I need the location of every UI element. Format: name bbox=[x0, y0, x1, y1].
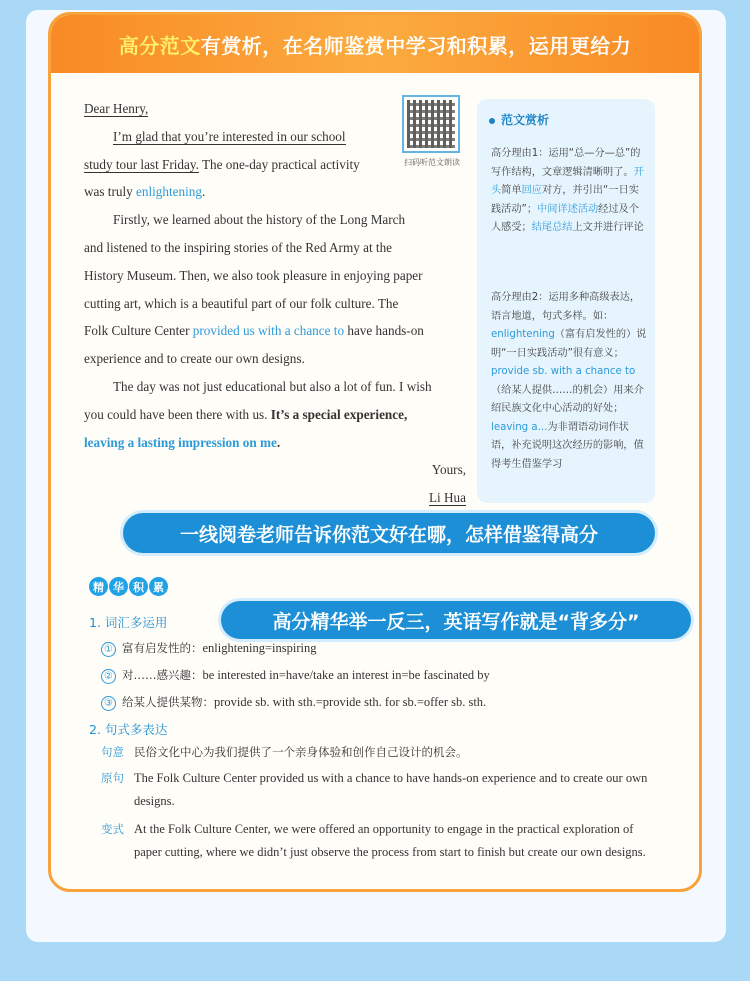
vocab-en: provide sb. with sth.=provide sth. for sb.=offer sb. sth. bbox=[214, 695, 487, 709]
sidebar-title bbox=[489, 111, 549, 128]
vocab-item bbox=[101, 694, 486, 711]
sidebar-keyword: enlightening bbox=[491, 329, 555, 340]
keyword-provide: provided us with a chance to bbox=[192, 323, 345, 339]
sidebar-text: （富有启发性的）说明“一日实践活动”很有意义； bbox=[491, 329, 647, 359]
sentence-original bbox=[101, 767, 661, 813]
letter-line: cutting art, which is a beautiful part of our folk culture. The bbox=[84, 295, 399, 311]
banner-highlight: 高分范文 bbox=[118, 33, 201, 58]
letter-line: experience and to create our own designs. bbox=[84, 351, 305, 367]
banner-text: 有赏析，在名师鉴赏中学习和积累，运用更给力 bbox=[200, 33, 632, 58]
vocab-cn: 给某人提供某物： bbox=[122, 695, 214, 709]
letter-line: study tour last Friday. bbox=[84, 156, 199, 172]
vocab-en: enlightening=inspiring bbox=[202, 641, 317, 655]
letter-line: have hands-on bbox=[344, 323, 424, 339]
number-icon: ① bbox=[101, 642, 116, 657]
section-sentence-title: 2. 句式多表达 bbox=[89, 722, 168, 737]
tag-char: 精 bbox=[89, 577, 108, 596]
vocab-item bbox=[101, 640, 316, 657]
letter-greeting: Dear Henry, bbox=[84, 101, 149, 116]
letter-line: I’m glad that you’re interested in our school bbox=[113, 128, 346, 144]
sidebar-keyword: leaving a... bbox=[491, 421, 548, 433]
letter-signature: Li Hua bbox=[429, 490, 466, 506]
sidebar-keyword: 结尾总结 bbox=[531, 222, 573, 233]
sidebar-text: 对方，并引出“一日实践活动”； bbox=[491, 185, 639, 215]
reason-2 bbox=[491, 289, 647, 474]
sentence-text: At the Folk Culture Center, we were offered an opportunity to engage in the practical exploration of paper cutting, where we didn’t just observe the process from start to finish but create our own designs. bbox=[134, 822, 646, 859]
sentence-label: 句意 bbox=[101, 745, 124, 759]
sidebar-text: 经过及个人感受； bbox=[491, 203, 639, 233]
model-letter bbox=[84, 95, 466, 512]
callout-pill-teacher: 一线阅卷老师告诉你范文好在哪，怎样借鉴得高分 bbox=[123, 513, 655, 553]
sentence-text: 民俗文化中心为我们提供了一个亲身体验和创作自己设计的机会。 bbox=[134, 745, 468, 759]
letter-line: The one-day practical activity bbox=[198, 156, 360, 172]
reason-1 bbox=[491, 145, 647, 238]
keyword-special: It’s a special experience, bbox=[270, 406, 408, 422]
number-icon: ③ bbox=[101, 696, 116, 711]
qr-label: 扫码听范文朗读 bbox=[404, 158, 460, 167]
banner bbox=[51, 15, 699, 73]
tag-char: 华 bbox=[109, 577, 128, 596]
sentence-variant bbox=[101, 818, 661, 864]
letter-line: Folk Culture Center bbox=[84, 323, 193, 339]
section-tag bbox=[89, 577, 168, 596]
bullet-icon bbox=[489, 118, 495, 124]
letter-line: was truly bbox=[84, 184, 137, 200]
vocab-item bbox=[101, 667, 490, 684]
letter-line: you could have been there with us. bbox=[84, 406, 271, 422]
vocab-cn: 对……感兴趣： bbox=[122, 668, 203, 682]
tag-char: 积 bbox=[129, 577, 148, 596]
sidebar-text: 高分理由1：运用“总—分—总”的写作结构，文章逻辑清晰明了。 bbox=[491, 148, 641, 178]
keyword-enlightening: enlightening bbox=[136, 184, 202, 200]
sidebar-text: 为非谓语动词作状语，补充说明这次经历的影响，值得考生借鉴学习 bbox=[491, 421, 644, 470]
callout-pill-essence: 高分精华举一反三，英语写作就是“背多分” bbox=[221, 601, 691, 639]
sentence-label: 原句 bbox=[101, 771, 124, 785]
letter-line: Firstly, we learned about the history of the Long March bbox=[113, 212, 406, 228]
letter-line: History Museum. Then, we also took pleasure in enjoying paper bbox=[84, 267, 423, 283]
sidebar-keyword: provide sb. with a chance to bbox=[491, 366, 636, 377]
content-card bbox=[48, 12, 702, 892]
sentence-text: The Folk Culture Center provided us with a chance to have hands-on experience and to create our own designs. bbox=[134, 771, 648, 808]
vocab-cn: 富有启发性的： bbox=[122, 641, 203, 655]
vocab-en: be interested in=have/take an interest in=be fascinated by bbox=[202, 668, 490, 682]
sidebar-text: 简单 bbox=[501, 185, 522, 196]
number-icon: ② bbox=[101, 669, 116, 684]
letter-line: . bbox=[276, 434, 281, 450]
sidebar-keyword: 开头 bbox=[491, 166, 644, 196]
section-vocab-title: 1. 词汇多运用 bbox=[89, 615, 168, 630]
sidebar-keyword: 中间详述活动 bbox=[537, 203, 599, 215]
sidebar-keyword: 回应 bbox=[521, 185, 542, 196]
sidebar-title-text: 范文赏析 bbox=[501, 113, 550, 127]
sidebar-text: 高分理由2：运用多种高级表达，语言地道，句式多样。如： bbox=[491, 292, 641, 322]
appreciation-sidebar bbox=[477, 99, 655, 503]
letter-line: and listened to the inspiring stories of the Red Army at the bbox=[84, 239, 393, 255]
letter-line: The day was not just educational but also a lot of fun. I wish bbox=[113, 378, 432, 394]
sidebar-text: （给某人提供……的机会）用来介绍民族文化中心活动的好处； bbox=[491, 384, 644, 414]
letter-closing: Yours, bbox=[431, 462, 466, 478]
tag-char: 累 bbox=[149, 577, 168, 596]
sentence-label: 变式 bbox=[101, 822, 124, 836]
keyword-leaving: leaving a lasting impression on me bbox=[84, 434, 277, 450]
letter-line: . bbox=[201, 184, 206, 200]
sidebar-text: 上文并进行评论 bbox=[572, 222, 644, 233]
sentence-meaning bbox=[101, 741, 661, 764]
